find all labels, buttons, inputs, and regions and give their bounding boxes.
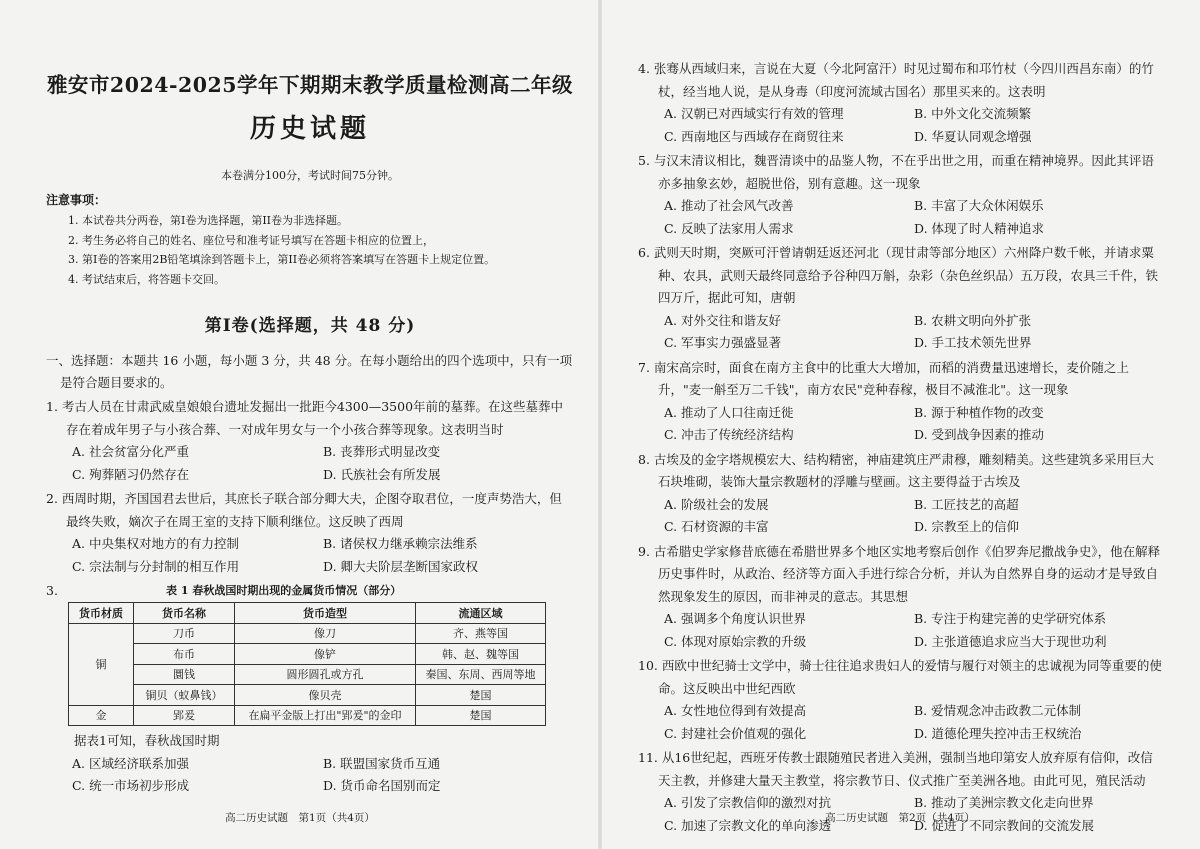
question-stem: 6. 武则天时期，突厥可汗曾请朝廷返还河北（现甘肃等部分地区）六州降户数千帐，并请求粟种、农具，武则天最终同意给予谷种四万斛，杂彩（杂色丝织品）五万段，农具三千件，铁四万斤，据此可知，唐朝: [638, 245, 1159, 305]
option-d: D. 卿大夫阶层垄断国家政权: [323, 558, 479, 574]
table-cell: 铜贝（蚁鼻钱）: [134, 685, 235, 706]
option-d: D. 道德伦理失控冲击王权统治: [914, 725, 1082, 741]
question-stem: 9. 古希腊史学家修昔底德在希腊世界多个地区实地考察后创作《伯罗奔尼撒战争史》，他在解释历史事件时，从政治、经济等方面入手进行综合分析，并认为自然界自身的运动才是导致自然现象发生的原因，而非神灵的意志。其思想: [638, 543, 1161, 604]
question-4: [638, 58, 1164, 148]
option-b: B. 联盟国家货币互通: [323, 755, 441, 771]
option-a: A. 社会贫富分化严重: [72, 444, 189, 459]
table-cell: 像铲: [235, 644, 416, 665]
table-row: [69, 705, 546, 726]
table-row: [69, 644, 546, 665]
question-7: [638, 357, 1164, 447]
table-header-row: [69, 603, 546, 624]
option-c: C. 石材资源的丰富: [664, 519, 769, 534]
note-item: 2. 考生务必将自己的姓名、座位号和准考证号填写在答题卡相应的位置上，: [68, 233, 434, 247]
option-b: B. 农耕文明向外扩张: [914, 312, 1032, 328]
question-5: [638, 150, 1164, 240]
table-cell: 布币: [134, 644, 235, 665]
exam-title: 雅安市2024-2025学年下期期末教学质量检测高二年级: [46, 73, 574, 97]
question-stem: 10. 西欧中世纪骑士文学中，骑士往往追求贵妇人的爱情与履行对领主的忠诚视为同等重要的使命。这反映出中世纪西欧: [638, 658, 1162, 696]
option-c: C. 封建社会价值观的强化: [664, 725, 807, 741]
question-stem: 据表1可知，春秋战国时期: [74, 733, 220, 748]
question-stem: 1. 考古人员在甘肃武威皇娘娘台遗址发掘出一批距今4300—3500年前的墓葬。在这些墓葬中存在着成年男子与小孩合葬、一对成年男女与一个小孩合葬等现象。这表明当时: [46, 399, 564, 437]
option-d: D. 手工技术领先世界: [914, 335, 1032, 350]
table-cell: 圆形圆孔或方孔: [235, 664, 416, 685]
score-line: 本卷满分100分，考试时间75分钟。: [221, 169, 399, 182]
question-number: 3.: [46, 583, 58, 598]
option-d: D. 华夏认同观念增强: [914, 128, 1032, 144]
question-stem: 8. 古埃及的金字塔规模宏大、结构精密，神庙建筑庄严肃穆，雕刻精美。这些建筑多采用巨大石块堆砌，装饰大量宗教题材的浮雕与壁画。这主要得益于古埃及: [638, 451, 1154, 489]
question-8: [638, 449, 1164, 539]
table-cell: 郢爰: [134, 705, 235, 726]
option-b: B. 源于种植作物的改变: [914, 404, 1044, 420]
option-d: D. 主张道德追求应当大于现世功利: [914, 633, 1107, 649]
table-cell: 楚国: [416, 705, 546, 726]
option-a: A. 引发了宗教信仰的激烈对抗: [664, 795, 831, 810]
note-item: 1. 本试卷共分两卷，第I卷为选择题，第II卷为非选择题。: [68, 214, 349, 227]
note-item: 3. 第I卷的答案用2B铅笔填涂到答题卡上，第II卷必须将答案填写在答题卡上规定位置。: [68, 253, 496, 266]
coin-table: [68, 602, 546, 726]
option-d: D. 促进了不同宗教间的交流发展: [914, 817, 1095, 833]
column-header: 流通区域: [416, 603, 546, 624]
part-1-title: 第I卷(选择题，共 48 分): [204, 316, 416, 336]
question-stem: 5. 与汉末清议相比，魏晋清谈中的品鉴人物，不在乎出世之用，而重在精神境界。因此其评语亦多抽象玄妙，超脱世俗，别有意趣。这一现象: [638, 153, 1154, 191]
column-header: 货币造型: [235, 603, 416, 624]
table-row: [69, 685, 546, 706]
question-stem: 11. 从16世纪起，西班牙传教士跟随殖民者进入美洲，强制当地印第安人放弃原有信仰，改信天主教，并修建大量天主教堂，将宗教节日、仪式推广至美洲各地。由此可见，殖民活动: [638, 750, 1153, 788]
option-b: B. 工匠技艺的高超: [914, 496, 1019, 512]
table-cell: 像刀: [235, 623, 416, 644]
option-c: C. 西南地区与西域存在商贸往来: [664, 128, 844, 144]
table-row: [69, 623, 546, 644]
notes-heading: 注意事项：: [46, 193, 107, 207]
option-a: A. 推动了人口往南迁徙: [664, 404, 794, 420]
table-cell: 韩、赵、魏等国: [416, 644, 546, 665]
option-a: A. 阶级社会的发展: [664, 496, 769, 512]
table-cell: 在扁平金版上打出"郢爰"的金印: [235, 705, 416, 726]
option-c: C. 体现对原始宗教的升级: [664, 633, 807, 649]
option-a: A. 强调多个角度认识世界: [664, 611, 806, 626]
question-3: [46, 580, 574, 798]
table-cell: 圜钱: [134, 664, 235, 685]
column-header: 货币材质: [69, 603, 134, 624]
option-a: A. 对外交往和谐友好: [664, 312, 781, 328]
table-cell: 齐、燕等国: [416, 623, 546, 644]
question-9: [638, 541, 1164, 654]
table-cell: 秦国、东周、西周等地: [416, 664, 546, 685]
table-cell: 刀币: [134, 623, 235, 644]
note-item: 4. 考试结束后，将答题卡交回。: [68, 272, 225, 286]
question-stem: 7. 南宋高宗时，面食在南方主食中的比重大大增加，而稻的消费量迅速增长，麦价随之上升，"麦一斛至万二千钱"，南方农民"竞种春稼，极目不减淮北"。这一现象: [638, 359, 1129, 397]
option-a: A. 女性地位得到有效提高: [664, 703, 806, 718]
option-b: B. 中外文化交流频繁: [914, 106, 1032, 121]
option-a: A. 推动了社会风气改善: [664, 198, 794, 213]
section-instruction: 一、选择题：本题共 16 小题，每小题 3 分，共 48 分。在每小题给出的四个选项中，只有一项是符合题目要求的。: [46, 353, 573, 390]
option-d: D. 受到战争因素的推动: [914, 427, 1045, 442]
option-c: C. 军事实力强盛显著: [664, 335, 782, 350]
table-cell: 像贝壳: [235, 685, 416, 706]
page-footer: 高二历史试题 第1页（共4页）: [225, 812, 375, 824]
option-b: B. 推动了美洲宗教文化走向世界: [914, 795, 1094, 810]
option-b: B. 丰富了大众休闲娱乐: [914, 198, 1044, 213]
option-b: B. 诸侯权力继承赖宗法维系: [323, 536, 478, 551]
column-header: 货币名称: [134, 603, 235, 624]
option-b: B. 专注于构建完善的史学研究体系: [914, 611, 1107, 626]
option-d: D. 体现了时人精神追求: [914, 220, 1045, 236]
option-a: A. 中央集权对地方的有力控制: [72, 536, 239, 551]
option-d: D. 氏族社会有所发展: [323, 466, 441, 482]
option-b: B. 丧葬形式明显改变: [323, 444, 441, 459]
option-b: B. 爱情观念冲击政教二元体制: [914, 703, 1082, 718]
table-cell: 金: [69, 705, 134, 726]
option-c: C. 殉葬陋习仍然存在: [72, 466, 190, 482]
question-stem: 4. 张骞从西域归来，言说在大夏（今北阿富汗）时见过蜀布和邛竹杖（今四川西昌东南）的竹杖，经当地人说，是从身毒（印度河流域古国名）那里买来的。这表明: [638, 61, 1154, 99]
option-d: D. 宗教至上的信仰: [914, 519, 1020, 534]
table-cell: 楚国: [416, 685, 546, 706]
option-c: C. 加速了宗教文化的单向渗透: [664, 817, 832, 833]
option-a: A. 汉朝已对西域实行有效的管理: [664, 106, 844, 121]
option-c: C. 反映了法家用人需求: [664, 220, 794, 236]
question-6: [638, 242, 1164, 355]
question-10: [638, 655, 1164, 745]
option-c: C. 宗法制与分封制的相互作用: [72, 558, 240, 574]
option-d: D. 货币命名国别而定: [323, 778, 441, 793]
question-2: [46, 488, 574, 578]
page-footer: 高二历史试题 第2页（共4页）: [825, 812, 975, 824]
question-stem: 2. 西周时期，齐国国君去世后，其庶长子联合部分卿大夫，企图夺取君位，一度声势浩大，但最终失败，嫡次子在周王室的支持下顺利继位。这反映了西周: [46, 491, 562, 529]
option-c: C. 统一市场初步形成: [72, 778, 190, 793]
table-cell: 铜: [69, 623, 134, 705]
table-caption: 表 1 春秋战国时期出现的金属货币情况（部分）: [166, 584, 402, 597]
option-c: C. 冲击了传统经济结构: [664, 427, 794, 442]
page-2: [600, 0, 1200, 849]
question-1: [46, 396, 574, 486]
table-row: [69, 664, 546, 685]
exam-subject: 历史试题: [249, 114, 370, 144]
option-a: A. 区域经济联系加强: [72, 755, 189, 771]
